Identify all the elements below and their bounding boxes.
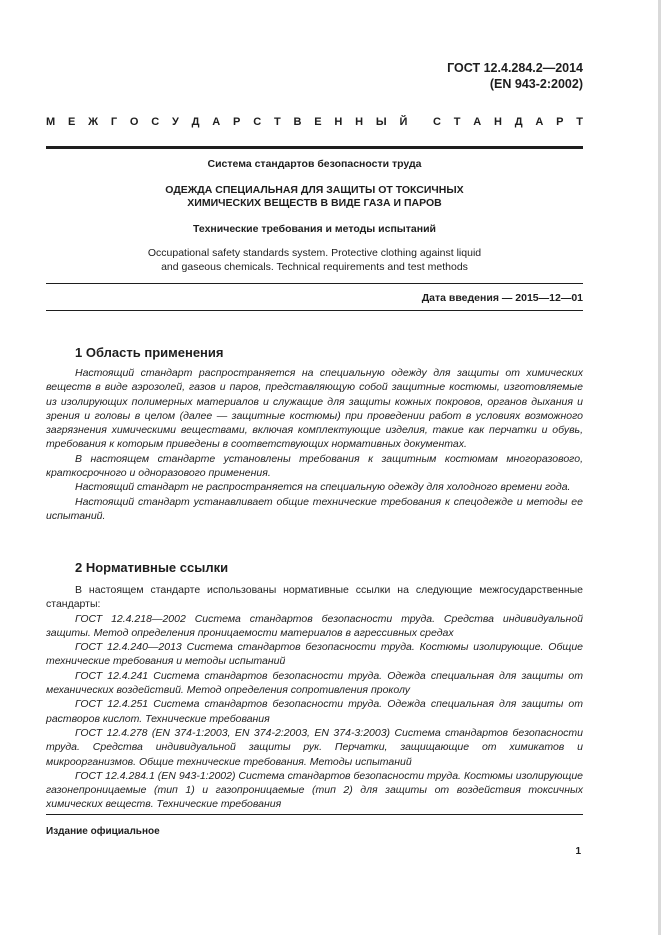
banner-letter: Р — [556, 116, 564, 128]
banner-letter: Ы — [375, 116, 387, 128]
title-divider — [46, 283, 583, 284]
banner-letter: В — [293, 116, 302, 128]
footer-divider — [46, 814, 583, 815]
reference-item: ГОСТ 12.4.241 Система стандартов безопасности труда. Одежда специальная для защиты от механических воздействий. Метод определения сопротивления проколу — [46, 669, 583, 697]
section1-body — [46, 366, 583, 523]
standard-code-block — [447, 60, 583, 92]
interstate-standard-banner — [46, 116, 583, 128]
en-code: (EN 943-2:2002) — [489, 77, 583, 91]
banner-letter: Д — [514, 116, 523, 128]
banner-letter: Н — [334, 116, 343, 128]
paragraph: Настоящий стандарт не распространяется на специальную одежду для холодного времени года. — [75, 481, 571, 494]
reference-item: ГОСТ 12.4.240—2013 Система стандартов безопасности труда. Костюмы изолирующие. Общие технические требования и методы испытаний — [46, 641, 583, 668]
banner-letter: Д — [191, 116, 200, 128]
banner-letter: С — [253, 116, 262, 128]
gost-code: ГОСТ 12.4.284.2—2014 — [447, 61, 583, 75]
header-divider — [46, 146, 583, 149]
reference-item: ГОСТ 12.4.218—2002 Система стандартов безопасности труда. Средства индивидуальной защиты. Метод определения проницаемости материалов в агрессивных средах — [46, 612, 583, 639]
date-divider — [46, 310, 583, 311]
banner-letter: М — [46, 116, 56, 128]
section2-body — [46, 583, 583, 812]
english-title-line: Occupational safety standards system. Protective clothing against liquid — [147, 247, 482, 259]
banner-letter: Т — [576, 116, 583, 128]
subtitle: Технические требования и методы испытаний — [193, 223, 436, 235]
official-edition-label: Издание официальное — [46, 826, 160, 837]
paragraph: Настоящий стандарт распространяется на специальную одежду для защиты от химических веществ в виде аэрозолей, газов и паров, представляющую собой защитные костюмы, изготовляемые из изолирующих полимерных материалов и служащие для защиты кожных покровов, органов дыхания и зрения и головы в целом (далее — защитные костюмы) при проведении работ в условиях возможного загрязнения химическими веществами, включая комплектующие изделия, такие как перчатки и обувь, требования к которым приведены в соответствующих нормативных документах. — [46, 367, 583, 451]
reference-item: ГОСТ 12.4.278 (EN 374-1:2003, EN 374-2:2003, EN 374-3:2003) Система стандартов безопасности труда. Средства индивидуальной защиты рук. Перчатки, защищающие от химикатов и микроорганизмов. Общие технические требования. Методы испытаний — [46, 726, 583, 768]
banner-letter: Н — [355, 116, 364, 128]
english-title — [46, 246, 583, 274]
banner-letter: Т — [273, 116, 281, 128]
banner-letter: А — [212, 116, 221, 128]
reference-item: ГОСТ 12.4.284.1 (EN 943-1:2002) Система стандартов безопасности труда. Костюмы изолирующие газонепроницаемые (тип 1) и газопроницаемые (тип 2) для защиты от воздействия токсичных химических веществ. Технические требования — [46, 769, 583, 811]
section2-heading: 2 Нормативные ссылки — [75, 560, 229, 575]
banner-letter: Т — [453, 116, 461, 128]
main-title — [46, 184, 583, 210]
page-number: 1 — [575, 846, 581, 857]
banner-letter: Е — [314, 116, 322, 128]
paragraph: В настоящем стандарте использованы нормативные ссылки на следующие межгосударственные стандарты: — [46, 584, 583, 611]
date-of-introduction: Дата введения — 2015—12—01 — [421, 292, 583, 304]
main-title-line: ХИМИЧЕСКИХ ВЕЩЕСТВ В ВИДЕ ГАЗА И ПАРОВ — [187, 197, 442, 209]
banner-letter: А — [535, 116, 544, 128]
banner-letter: Ж — [88, 116, 99, 128]
section1-heading: 1 Область применения — [75, 345, 224, 360]
english-title-line: and gaseous chemicals. Technical requirements and test methods — [161, 261, 468, 273]
banner-letter: А — [473, 116, 482, 128]
banner-letter: У — [172, 116, 179, 128]
paragraph: В настоящем стандарте установлены требования к защитным костюмам многоразового, краткосрочного и одноразового применения. — [46, 452, 583, 480]
banner-letter: Й — [399, 116, 408, 128]
banner-letter: Н — [493, 116, 502, 128]
banner-letter: С — [432, 116, 441, 128]
banner-letter: Г — [110, 116, 118, 128]
main-title-line: ОДЕЖДА СПЕЦИАЛЬНАЯ ДЛЯ ЗАЩИТЫ ОТ ТОКСИЧНЫХ — [165, 184, 464, 196]
banner-letter: Р — [233, 116, 241, 128]
reference-item: ГОСТ 12.4.251 Система стандартов безопасности труда. Одежда специальная для защиты от растворов кислот. Технические требования — [46, 698, 583, 725]
banner-letter: О — [129, 116, 139, 128]
banner-letter: С — [151, 116, 160, 128]
banner-letter: Е — [67, 116, 76, 128]
paragraph: Настоящий стандарт устанавливает общие технические требования к спецодежде и методы ее испытаний. — [46, 495, 583, 522]
system-title: Система стандартов безопасности труда — [207, 158, 422, 170]
